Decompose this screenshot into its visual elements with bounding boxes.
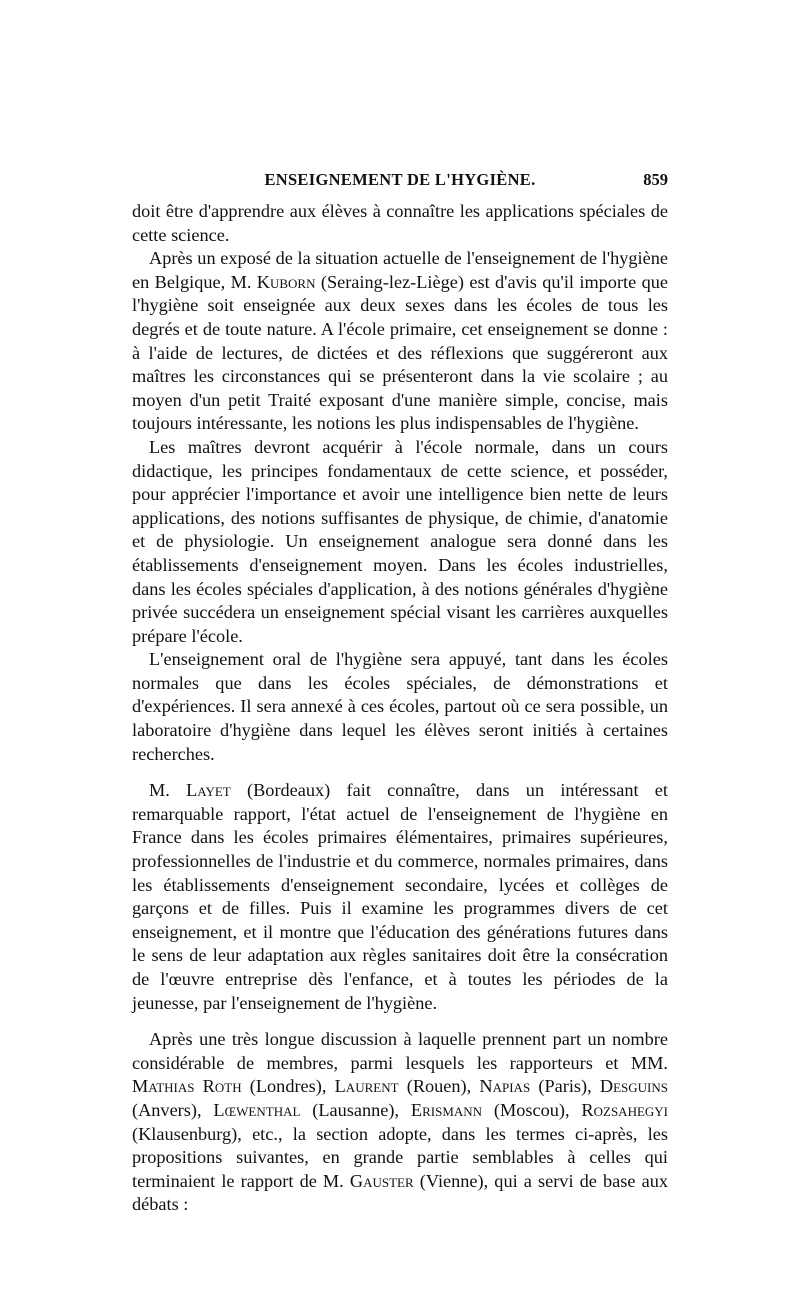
- paragraph-6-text-1: Après une très longue discussion à laquelle prennent part un nombre considérable de membres, parmi lesquels les rapporteurs et MM.: [132, 1029, 668, 1073]
- paragraph-2: [132, 247, 668, 436]
- paragraph-1: [132, 200, 668, 247]
- paragraph-6: [132, 1028, 668, 1217]
- paragraph-2-text-b: (Seraing-lez-Liège) est d'avis qu'il importe que l'hygiène soit enseignée aux deux sexes dans les écoles de tous les degrés et de toute nature. A l'école primaire, cet enseignement se donne : à l'aide de lectures, de dictées et des réflexions que suggéreront aux maîtres les circonstances qui se présenteront dans la vie scolaire ; au moyen d'un petit Traité exposant d'une manière simple, concise, mais toujours intéressante, les notions les plus indispensables de l'hygiène.: [132, 271, 668, 434]
- person-name-kuborn: Kuborn: [256, 271, 316, 292]
- paragraph-3: [132, 436, 668, 648]
- person-name-gauster: Gauster: [349, 1170, 414, 1191]
- paragraph-6-text-4: (Paris),: [530, 1076, 600, 1097]
- paragraph-5-text-b: (Bordeaux) fait connaître, dans un intéressant et remarquable rapport, l'état actuel de l'enseignement de l'hygiène en France dans les écoles primaires élémentaires, primaires supérieures, professionnelles de l'industrie et du commerce, normales primaires, dans les établissements d'enseignement secondaire, lycées et collèges de garçons et de filles. Puis il examine les programmes divers de cet enseignement, et il montre que l'éducation des générations futures dans le sens de leur adaptation aux règles sanitaires doit être la consécration de l'œuvre entreprise dès l'enfance, et à toutes les périodes de la jeunesse, par l'enseignement de l'hygiène.: [132, 780, 668, 1013]
- person-name-mathias-roth: Mathias Roth: [132, 1076, 242, 1097]
- paragraph-4: [132, 648, 668, 766]
- paragraph-1-text: doit être d'apprendre aux élèves à connaître les applications spéciales de cette science.: [132, 201, 668, 245]
- paragraph-6-text-5: (Anvers),: [132, 1099, 214, 1120]
- person-name-erismann: Erismann: [410, 1099, 483, 1120]
- person-name-desguins: Desguins: [599, 1076, 668, 1097]
- page-header: [132, 170, 668, 196]
- person-name-laurent: Laurent: [334, 1076, 399, 1097]
- paragraph-6-text-8: (Klausenburg), etc., la section adopte, dans les termes ci-après, les propositions suivantes, en grande partie semblables à celles qui terminaient le rapport de M.: [132, 1123, 668, 1191]
- paragraph-6-text-9: (Vienne), qui a servi de base aux débats :: [132, 1170, 668, 1215]
- paragraph-6-text-7: (Moscou),: [482, 1099, 582, 1120]
- paragraph-6-text-2: (Londres),: [241, 1076, 335, 1097]
- paragraph-6-text-6: (Lausanne),: [300, 1099, 411, 1120]
- paragraph-4-text: L'enseignement oral de l'hygiène sera appuyé, tant dans les écoles normales que dans les écoles spéciales, de démonstrations et d'expériences. Il sera annexé à ces écoles, partout où ce sera possible, un laboratoire d'hygiène dans lequel les élèves seront initiés à certaines recherches.: [132, 649, 668, 764]
- running-title: ENSEIGNEMENT DE L'HYGIÈNE.: [264, 170, 536, 189]
- paragraph-5-text-a: M.: [149, 780, 187, 801]
- person-name-loewenthal: Lœwenthal: [213, 1099, 301, 1120]
- paragraph-2-text-a: Après un exposé de la situation actuelle de l'enseignement de l'hygiène en Belgique, M.: [132, 248, 668, 292]
- paragraph-5: [132, 779, 668, 1015]
- paragraph-3-text: Les maîtres devront acquérir à l'école normale, dans un cours didactique, les principes fondamentaux de cette science, et posséder, pour apprécier l'importance et avoir une intelligence bien nette de leurs applications, des notions suffisantes de physique, de chimie, d'anatomie et de physiologie. Un enseignement analogue sera donné dans les établissements d'enseignement moyen. Dans les écoles industrielles, dans les écoles spéciales d'application, à des notions générales d'hygiène privée succédera un enseignement spécial visant les carrières auxquelles prépare l'école.: [132, 436, 668, 646]
- person-name-layet: Layet: [186, 780, 231, 801]
- paragraph-6-text-3: (Rouen),: [398, 1076, 480, 1097]
- person-name-rozsahegyi: Rozsahegyi: [581, 1099, 668, 1120]
- page-body: [132, 200, 668, 1217]
- page-number: 859: [643, 170, 668, 189]
- person-name-napias: Napias: [479, 1076, 531, 1097]
